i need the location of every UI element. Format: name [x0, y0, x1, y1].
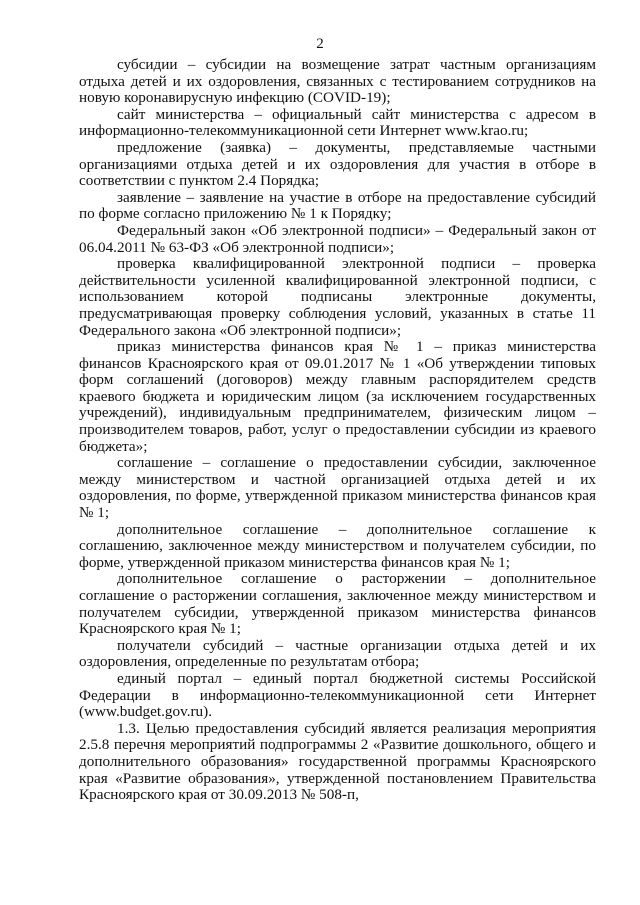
paragraph-definition-subsidies: субсидии – субсидии на возмещение затрат частным организациям отдыха детей и их оздоровления, связанных с тестированием сотрудников на новую коронавирусную инфекцию (COVID-19);: [79, 56, 596, 107]
paragraph-definition-federal-law: Федеральный закон «Об электронной подписи» – Федеральный закон от 06.04.2011 № 63-ФЗ «Об электронной подписи»;: [79, 221, 596, 256]
paragraph-definition-agreement: соглашение – соглашение о предоставлении субсидии, заключенное между министерством и частной организацией отдыха детей и их оздоровления, по форме, утвержденной приказом министерства финансов края № 1;: [79, 454, 596, 522]
document-body: [79, 57, 596, 804]
paragraph-definition-proposal: предложение (заявка) – документы, представляемые частными организациями отдыха детей и их оздоровления для участия в отборе в соответствии с пунктом 2.4 Порядка;: [79, 138, 596, 190]
page-number: 2: [316, 36, 324, 52]
paragraph-definition-signature-check: проверка квалифицированной электронной подписи – проверка действительности усиленной квалифицированной электронной подписи, с использованием которой подписаны электронные документы, предусматривающая проверку соблюдения условий, указанных в статье 11 Федерального закона «Об электронной подписи»;: [79, 255, 596, 339]
paragraph-definition-unified-portal: единый портал – единый портал бюджетной системы Российской Федерации в информационно-телекоммуникационной сети Интернет (www.budget.gov.ru).: [79, 669, 596, 721]
paragraph-definition-ministry-site: сайт министерства – официальный сайт министерства с адресом в информационно-телекоммуникационной сети Интернет www.krao.ru;: [79, 105, 596, 140]
paragraph-definition-additional-agreement: дополнительное соглашение – дополнительное соглашение к соглашению, заключенное между министерством и получателем субсидии, по форме, утвержденной приказом министерства финансов края № 1;: [79, 520, 596, 571]
paragraph-section-1-3: 1.3. Целью предоставления субсидий является реализация мероприятия 2.5.8 перечня мероприятий подпрограммы 2 «Развитие дошкольного, общего и дополнительного образования» государственной программы Красноярского края «Развитие образования», утвержденной постановлением Правительства Красноярского края от 30.09.2013 № 508-п,: [79, 719, 596, 804]
paragraph-definition-application: заявление – заявление на участие в отборе на предоставление субсидий по форме согласно приложению № 1 к Порядку;: [79, 188, 596, 223]
paragraph-definition-finance-order: приказ министерства финансов края № 1 – приказ министерства финансов Красноярского края от 09.01.2017 № 1 «Об утверждении типовых форм соглашений (договоров) между главным распорядителем средств краевого бюджета и юридическим лицом (за исключением государственных учреждений), индивидуальным предпринимателем, физическим лицом – производителем товаров, работ, услуг о предоставлении субсидии из краевого бюджета»;: [79, 338, 596, 455]
paragraph-definition-termination-agreement: дополнительное соглашение о расторжении – дополнительное соглашение о расторжении соглашения, заключенное между министерством и получателем субсидии, утвержденной приказом министерства финансов Красноярского края № 1;: [79, 570, 596, 638]
paragraph-definition-recipients: получатели субсидий – частные организации отдыха детей и их оздоровления, определенные по результатам отбора;: [79, 636, 596, 671]
